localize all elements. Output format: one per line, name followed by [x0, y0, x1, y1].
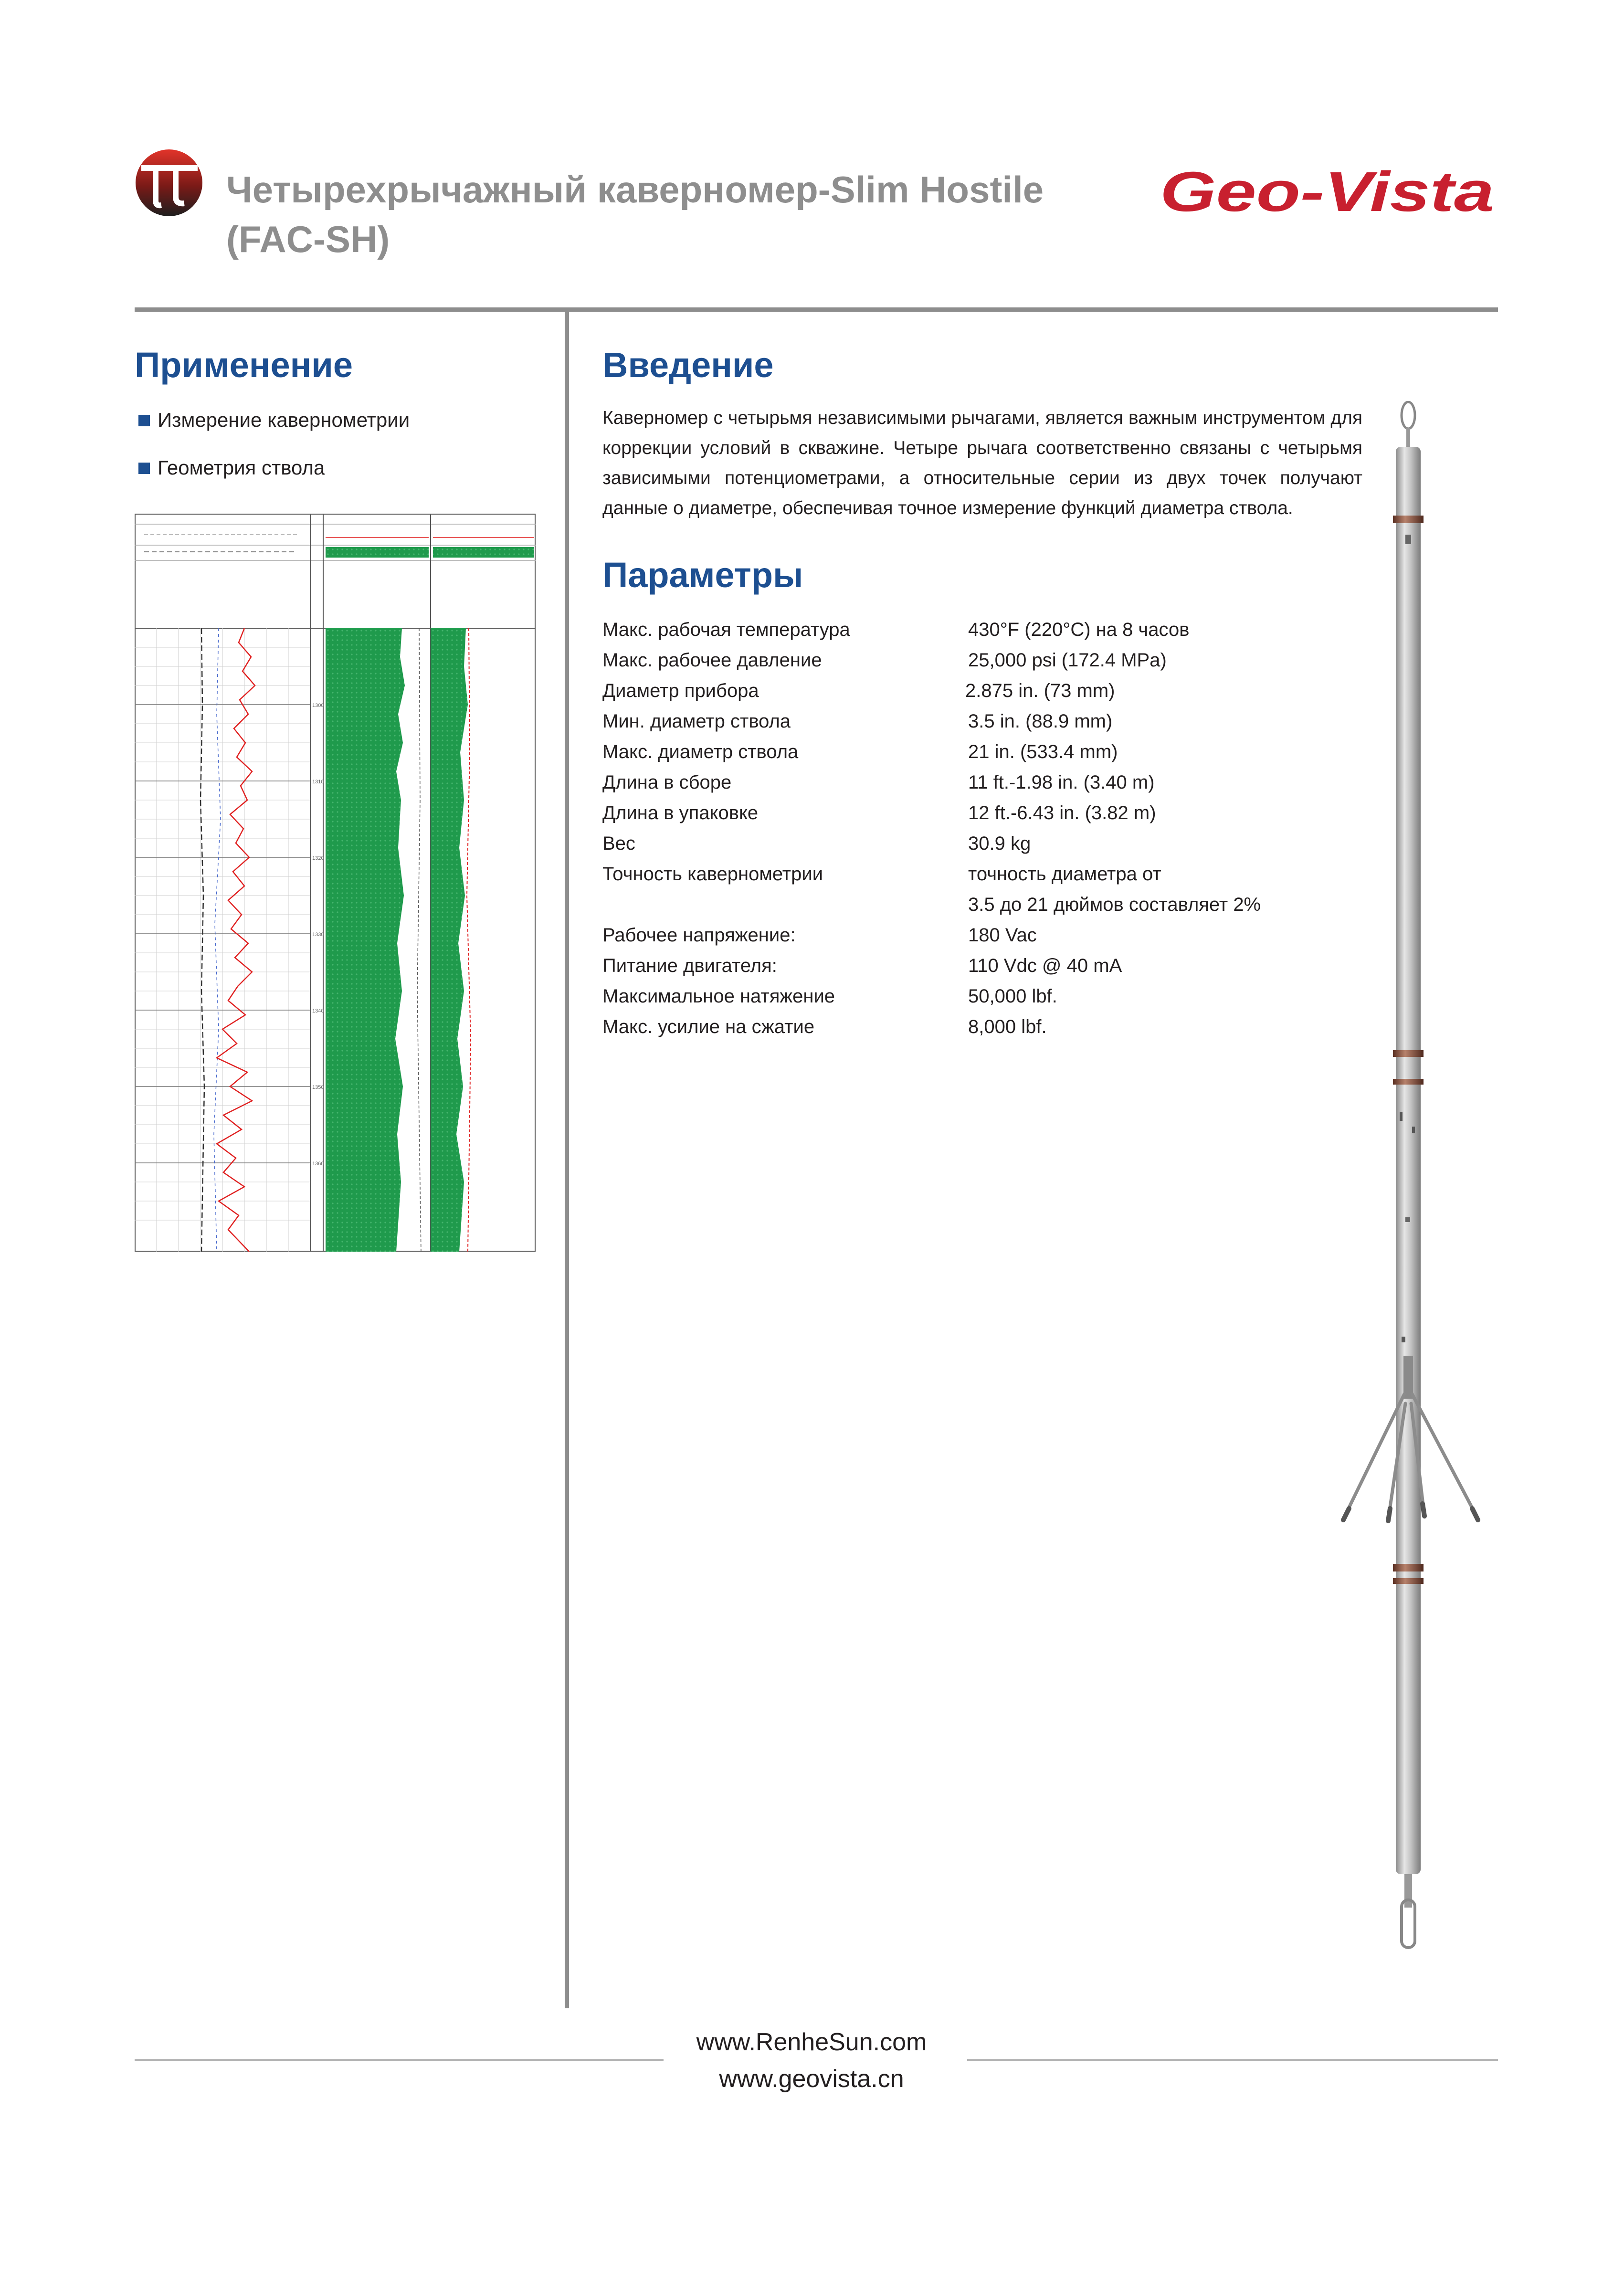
- param-label: Максимальное натяжение: [602, 986, 835, 1007]
- param-value: 110 Vdc @ 40 mA: [968, 955, 1122, 976]
- param-value: 180 Vac: [968, 925, 1037, 946]
- brand-text: Geo-Vista: [1160, 160, 1494, 223]
- depth-label: 1310: [312, 779, 324, 785]
- title-line-1: Четырехрычажный каверномер-Slim Hostile: [226, 169, 1044, 211]
- square-bullet-icon: [138, 415, 150, 426]
- param-label: Длина в упаковке: [602, 802, 759, 823]
- depth-label: 1340: [312, 1008, 324, 1014]
- param-value: 12 ft.-6.43 in. (3.82 m): [968, 802, 1156, 823]
- param-label: Рабочее напряжение:: [602, 925, 796, 946]
- param-value: 30.9 kg: [968, 833, 1031, 854]
- param-label: Длина в сборе: [602, 772, 732, 793]
- footer-url-geovista[interactable]: www.geovista.cn: [719, 2065, 904, 2093]
- caliper-log-image: [135, 514, 536, 1252]
- application-item-label: Геометрия ствола: [158, 456, 325, 479]
- renhesun-logo-icon: [135, 147, 204, 219]
- application-heading: Применение: [135, 345, 353, 385]
- depth-label: 1330: [312, 932, 324, 938]
- param-value: 8,000 lbf.: [968, 1016, 1047, 1037]
- application-item: [138, 454, 325, 481]
- application-item: [138, 407, 410, 433]
- column-divider: [565, 311, 569, 2008]
- param-value: 3.5 in. (88.9 mm): [968, 711, 1113, 732]
- depth-label: 1360: [312, 1161, 324, 1167]
- param-value: 25,000 psi (172.4 MPa): [968, 650, 1167, 671]
- param-value: 2.875 in. (73 mm): [965, 680, 1115, 701]
- param-label: Макс. усилие на сжатие: [602, 1016, 815, 1037]
- application-item-label: Измерение кавернометрии: [158, 409, 410, 431]
- param-label: Макс. рабочее давление: [602, 650, 822, 671]
- depth-label: 1320: [312, 855, 324, 861]
- footer-rule-left: [135, 2059, 664, 2061]
- page-title: [226, 165, 1157, 264]
- parameters-heading: Параметры: [602, 555, 803, 595]
- square-bullet-icon: [138, 463, 150, 474]
- param-label: Мин. диаметр ствола: [602, 711, 791, 732]
- title-line-2: (FAC-SH): [226, 218, 390, 260]
- param-label: Питание двигателя:: [602, 955, 777, 976]
- introduction-text: Каверномер с четырьмя независимыми рычагами, является важным инструментом для коррекции условий в скважине. Четыре рычага соответственно связаны с четырьмя зависимыми потенциометрами, а относительные серии из двух точек получают данные о диаметре, обеспечивая точное измерение функций диаметра ствола.: [602, 408, 1362, 518]
- param-label: Точность кавернометрии: [602, 864, 823, 885]
- param-value: 21 in. (533.4 mm): [968, 741, 1118, 762]
- geo-vista-brand-logo: [1155, 158, 1499, 229]
- header-divider: [135, 307, 1498, 312]
- footer-rule-right: [967, 2059, 1498, 2061]
- param-label: Диаметр прибора: [602, 680, 759, 701]
- param-label: Макс. рабочая температура: [602, 619, 850, 640]
- param-value: 50,000 lbf.: [968, 986, 1057, 1007]
- param-label: Вес: [602, 833, 635, 854]
- depth-label: 1350: [312, 1085, 324, 1090]
- param-value: 430°F (220°C) на 8 часов: [968, 619, 1190, 640]
- footer-url-renhesun[interactable]: www.RenheSun.com: [696, 2028, 927, 2056]
- depth-label: 1300: [312, 703, 324, 708]
- param-value: 11 ft.-1.98 in. (3.40 m): [968, 772, 1155, 793]
- param-value-continued: 3.5 до 21 дюймов составляет 2%: [968, 894, 1261, 915]
- param-label: Макс. диаметр ствола: [602, 741, 799, 762]
- caliper-tool-image: [1318, 401, 1499, 1957]
- param-value: точность диаметра от: [968, 864, 1161, 885]
- introduction-heading: Введение: [602, 345, 774, 385]
